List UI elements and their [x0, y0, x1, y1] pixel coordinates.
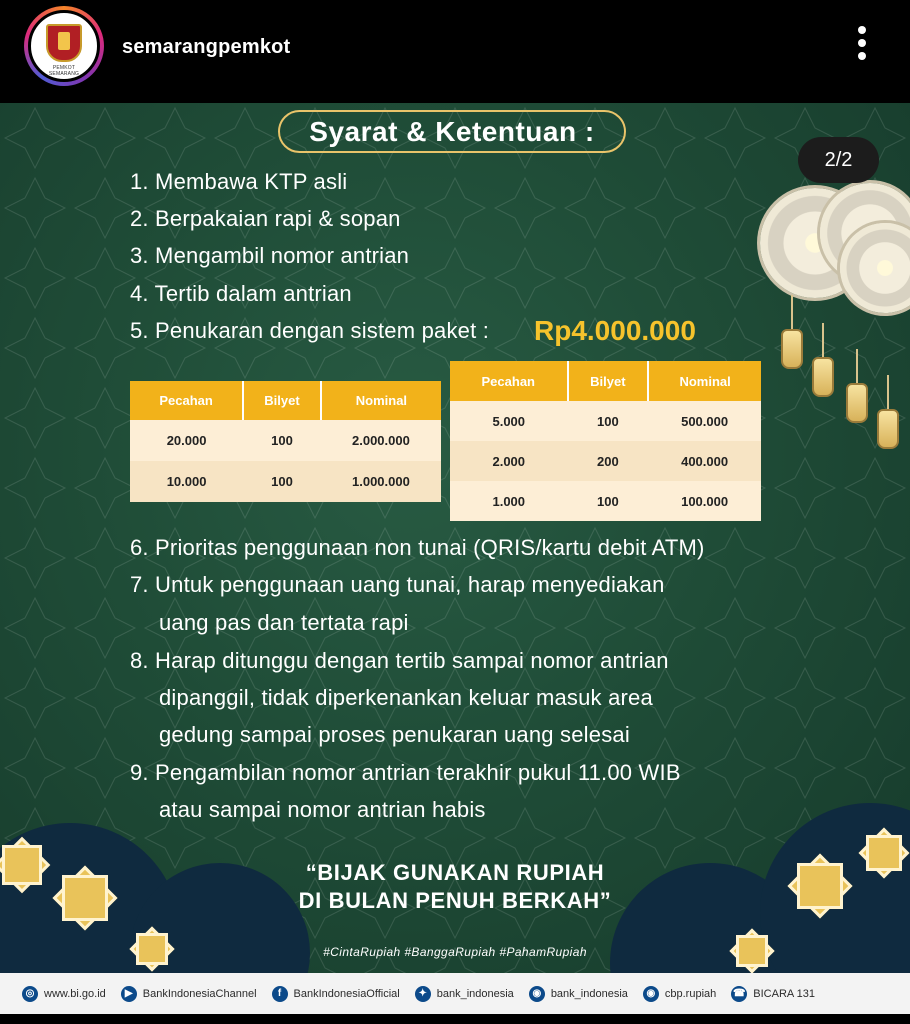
- package-amount: Rp4.000.000: [534, 315, 696, 346]
- table-row: [450, 481, 761, 521]
- table-header: Pecahan: [130, 381, 243, 420]
- contact-text: www.bi.go.id: [44, 987, 106, 1000]
- globe-icon: ◎: [22, 986, 38, 1002]
- table-cell: 20.000: [130, 420, 243, 461]
- contact-item: [415, 986, 514, 1002]
- requirement-item: 1. Membawa KTP asli: [130, 169, 348, 194]
- table-header: Pecahan: [450, 361, 568, 401]
- contact-item: [731, 986, 815, 1002]
- bottom-strip: [0, 1014, 910, 1024]
- table-row: [450, 401, 761, 441]
- table-cell: 2.000: [450, 441, 568, 481]
- avatar-caption: PEMKOT SEMARANG: [48, 65, 80, 77]
- table-cell: 2.000.000: [321, 420, 441, 461]
- table-row: [130, 420, 441, 461]
- phone-icon: ☎: [731, 986, 747, 1002]
- table-cell: 500.000: [648, 401, 761, 441]
- table-header: Nominal: [321, 381, 441, 420]
- table-cell: 100.000: [648, 481, 761, 521]
- table-cell: 100: [568, 481, 649, 521]
- requirement-item: 4. Tertib dalam antrian: [130, 281, 352, 306]
- youtube-icon: ▶: [121, 986, 137, 1002]
- carousel-page-indicator: 2/2: [798, 137, 879, 183]
- contact-text: cbp.rupiah: [664, 987, 717, 1000]
- contact-item: [529, 986, 628, 1002]
- requirement-item: 3. Mengambil nomor antrian: [130, 243, 410, 268]
- instagram-icon: ◉: [529, 986, 545, 1002]
- table-cell: 100: [243, 461, 321, 502]
- requirement-item: uang pas dan tertata rapi: [159, 610, 409, 635]
- star-ornament-icon: [729, 928, 774, 973]
- table-row: [130, 461, 441, 502]
- avatar[interactable]: [24, 6, 104, 86]
- contact-text: bank_indonesia: [436, 987, 514, 1000]
- table-cell: 100: [568, 401, 649, 441]
- star-ornament-icon: [129, 926, 174, 971]
- contact-text: BICARA 131: [753, 987, 816, 1000]
- table-cell: 1.000.000: [321, 461, 441, 502]
- contact-item: [272, 986, 400, 1002]
- post-image: [0, 103, 910, 973]
- table-cell: 100: [243, 420, 321, 461]
- requirement-item: dipanggil, tidak diperkenankan keluar masuk area: [159, 685, 653, 710]
- requirement-item: 7. Untuk penggunaan uang tunai, harap menyediakan: [130, 572, 665, 597]
- city-seal-icon: [46, 24, 82, 62]
- contact-item: [643, 986, 716, 1002]
- requirement-item: 8. Harap ditunggu dengan tertib sampai nomor antrian: [130, 648, 669, 673]
- lantern-icon: [877, 409, 899, 449]
- slogan: [240, 859, 670, 915]
- title-badge: Syarat & Ketentuan :: [278, 110, 626, 153]
- requirement-item: 2. Berpakaian rapi & sopan: [130, 206, 401, 231]
- twitter-icon: ✦: [415, 986, 431, 1002]
- contact-text: BankIndonesiaChannel: [142, 987, 257, 1000]
- contact-item: [121, 986, 257, 1002]
- denomination-table-left: [130, 381, 441, 502]
- contact-item: [22, 986, 106, 1002]
- requirement-item: gedung sampai proses penukaran uang selesai: [159, 722, 630, 747]
- table-header: Bilyet: [568, 361, 649, 401]
- requirement-item: 9. Pengambilan nomor antrian terakhir pukul 11.00 WIB: [130, 760, 681, 785]
- contact-text: BankIndonesiaOfficial: [293, 987, 400, 1000]
- contact-bar: [0, 973, 910, 1014]
- requirement-item: 5. Penukaran dengan sistem paket :: [130, 318, 490, 343]
- requirement-item: 6. Prioritas penggunaan non tunai (QRIS/kartu debit ATM): [130, 535, 705, 560]
- table-cell: 1.000: [450, 481, 568, 521]
- instagram-icon: ◉: [643, 986, 659, 1002]
- denomination-table-right: [450, 361, 761, 521]
- post-header: [0, 0, 910, 103]
- table-cell: 200: [568, 441, 649, 481]
- table-header: Bilyet: [243, 381, 321, 420]
- requirement-item: atau sampai nomor antrian habis: [159, 797, 486, 822]
- username-link[interactable]: semarangpemkot: [122, 36, 291, 58]
- table-cell: 10.000: [130, 461, 243, 502]
- table-cell: 5.000: [450, 401, 568, 441]
- lantern-icon: [812, 357, 834, 397]
- table-header: Nominal: [648, 361, 761, 401]
- star-ornament-icon: [859, 828, 910, 879]
- facebook-icon: f: [272, 986, 288, 1002]
- star-ornament-icon: [52, 865, 117, 930]
- table-row: [450, 441, 761, 481]
- star-ornament-icon: [787, 853, 852, 918]
- slogan-line: DI BULAN PENUH BERKAH”: [298, 888, 612, 913]
- lantern-icon: [846, 383, 868, 423]
- lantern-icon: [781, 329, 803, 369]
- contact-text: bank_indonesia: [550, 987, 628, 1000]
- hashtags: #CintaRupiah #BanggaRupiah #PahamRupiah: [323, 945, 587, 959]
- avatar-image: [28, 10, 100, 82]
- slogan-line: “BIJAK GUNAKAN RUPIAH: [305, 860, 605, 885]
- table-cell: 400.000: [648, 441, 761, 481]
- more-vertical-icon[interactable]: [852, 26, 872, 66]
